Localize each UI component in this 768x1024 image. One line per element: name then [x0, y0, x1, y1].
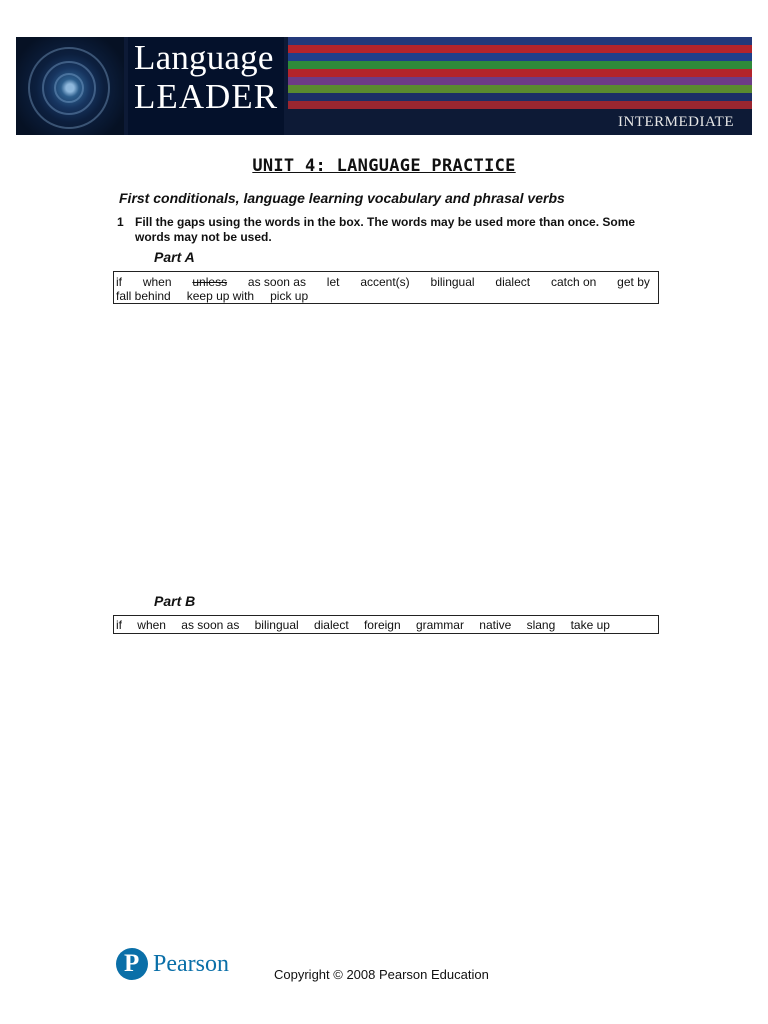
word-box-item: dialect — [495, 275, 531, 289]
part-a-label: Part A — [154, 249, 195, 265]
page-title: UNIT 4: LANGUAGE PRACTICE — [252, 156, 516, 176]
publisher-name: Pearson — [153, 951, 229, 977]
word-box-item: if — [116, 275, 122, 289]
word-box-item: if — [116, 618, 122, 632]
word-box-item: native — [479, 618, 512, 632]
part-b-label: Part B — [154, 593, 196, 609]
brand-logo — [128, 37, 284, 135]
header-banner — [16, 37, 752, 135]
word-box-item: bilingual — [430, 275, 475, 289]
word-box-item: as soon as — [247, 275, 306, 289]
word-box-item: take up — [570, 618, 610, 632]
word-box-item: dialect — [313, 618, 349, 632]
pearson-p-icon: P — [116, 948, 148, 980]
word-box-item: as soon as — [181, 618, 240, 632]
level-label: INTERMEDIATE — [618, 114, 734, 130]
word-box-item: let — [326, 275, 340, 289]
word-box-item: fall behind — [116, 289, 171, 303]
level-bar — [288, 109, 752, 135]
pearson-logo — [116, 948, 236, 982]
word-box-item-crossed: unless — [192, 275, 228, 289]
word-box-item: bilingual — [254, 618, 299, 632]
word-box-item: foreign — [363, 618, 401, 632]
copyright-notice: Copyright © 2008 Pearson Education — [274, 967, 489, 982]
exercise-number: 1 — [117, 215, 124, 229]
word-box-item: get by — [617, 275, 650, 289]
page-subtitle: First conditionals, language learning vocabulary and phrasal verbs — [119, 190, 565, 206]
staircase-photo — [16, 37, 124, 135]
word-box-item: catch on — [550, 275, 597, 289]
brand-line1: Language — [134, 38, 274, 77]
word-box-item: when — [142, 275, 172, 289]
word-box-item: grammar — [415, 618, 464, 632]
exercise-instructions: Fill the gaps using the words in the box. The words may be used more than once. Some words may not be used. — [135, 215, 636, 244]
word-box-item: accent(s) — [360, 275, 410, 289]
word-box-item: when — [137, 618, 166, 632]
brand-line2: LEADER — [134, 77, 279, 116]
word-box-item: pick up — [270, 289, 309, 303]
part-a-word-box — [113, 271, 659, 304]
color-stripes — [288, 37, 752, 109]
word-box-item: slang — [526, 618, 556, 632]
word-box-item: keep up with — [186, 289, 255, 303]
part-b-word-box — [113, 615, 659, 634]
